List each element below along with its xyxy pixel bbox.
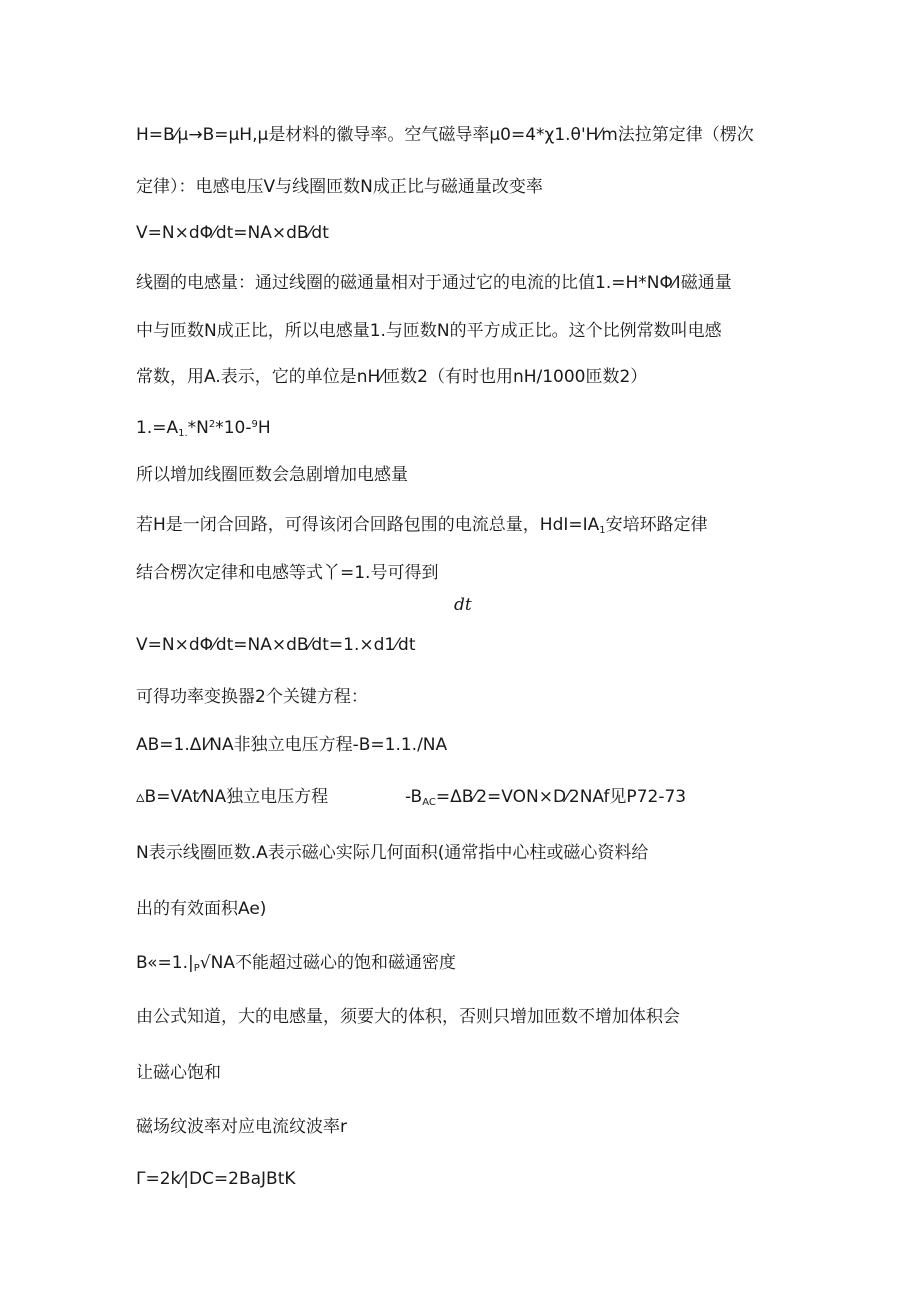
text-line: N表示线圈匝数.A表示磁心实际几何面积(通常指中心柱或磁心资料给: [136, 843, 649, 863]
formula-subscript: 1: [599, 525, 606, 536]
text-line: 中与匝数N成正比，所以电感量1.与匝数N的平方成正比。这个比例常数叫电感: [136, 321, 722, 341]
formula-line: ▵B=VAt⁄NA独立电压方程: [136, 787, 329, 807]
text-line: 线圈的电感量：通过线圈的磁通量相对于通过它的电流的比值1.=H*NΦ⁄I磁通量: [136, 273, 732, 293]
formula-line: [136, 952, 456, 980]
text-line: 定律）：电感电压V与线圈匝数N成正比与磁通量改变率: [136, 177, 543, 197]
text-line: 结合楞次定律和电感等式丫=1.号可得到: [136, 563, 439, 583]
text-part: 若H是一闭合回路，可得该闭合回路包围的电流总量，HdI=IA: [136, 515, 600, 535]
text-part: 安培环路定律: [605, 515, 708, 535]
formula-part: -B: [405, 787, 423, 807]
formula-subscript: AC: [422, 797, 436, 808]
formula-line: AB=1.ΔI⁄NA非独立电压方程-B=1.1./NA: [136, 735, 448, 755]
formula-line: V=N×dΦ⁄dt=NA×dB⁄dt=1.×d1⁄dt: [136, 635, 416, 655]
text-line: [136, 514, 708, 542]
formula-line: [405, 786, 686, 814]
formula-subscript: 1.: [178, 428, 188, 439]
text-line: 让磁心饱和: [136, 1063, 221, 1083]
formula-part: *10-: [215, 418, 252, 438]
formula-part: *N: [187, 418, 209, 438]
text-line: 所以增加线圈匝数会急剧增加电感量: [136, 465, 408, 485]
text-line: 可得功率变换器2个关键方程：: [136, 687, 368, 707]
text-line: H=B⁄μ→B=μH,μ是材料的徽导率。空气磁导率μ0=4*χ1.θ'H⁄m法拉第定律（楞次: [136, 125, 754, 145]
formula-part: 1.=A: [136, 418, 179, 438]
formula-line: Γ=2k⁄|DC=2BaJBtK: [136, 1169, 296, 1189]
formula-part: =ΔB⁄2=VON×D⁄2NAf见P72-73: [435, 787, 687, 807]
formula-fragment: dt: [454, 595, 472, 615]
formula-superscript: 2: [208, 419, 216, 430]
formula-part: H: [257, 418, 271, 438]
formula-line: [136, 414, 271, 445]
formula-superscript: 9: [251, 419, 258, 430]
formula-line: V=N×dΦ⁄dt=NA×dB⁄dt: [136, 223, 329, 243]
formula-part: √NA不能超过磁心的饱和磁通密度: [199, 953, 456, 973]
text-line: 出的有效面积Ae): [136, 899, 267, 919]
text-line: 常数，用A.表示，它的单位是nH⁄匝数2（有时也用nH/1000匝数2）: [136, 367, 648, 387]
text-line: 由公式知道，大的电感量，须要大的体积，否则只增加匝数不增加体积会: [136, 1007, 680, 1027]
formula-part: B«=1.|: [136, 953, 194, 973]
text-line: 磁场纹波率对应电流纹波率r: [136, 1117, 347, 1137]
formula-subscript: P: [193, 963, 200, 974]
